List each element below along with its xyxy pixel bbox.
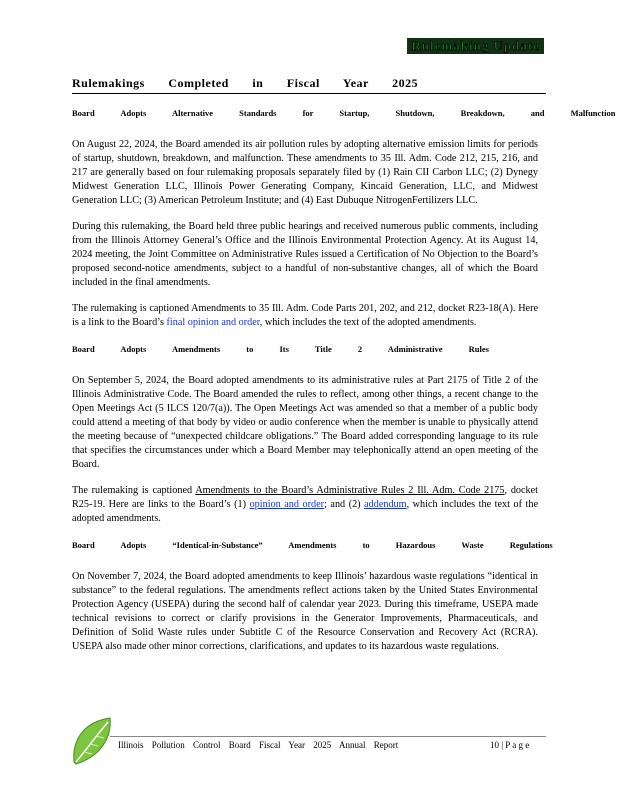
- opinion-order-link[interactable]: opinion and order: [249, 499, 325, 510]
- section-banner: Rulemaking Update: [407, 38, 544, 54]
- footer-report-title: Illinois Pollution Control Board Fiscal Year 2025 Annual Report: [118, 740, 399, 750]
- section-heading: Board Adopts Amendments to Its Title 2 Administrative Rules: [72, 344, 489, 354]
- page-title: Rulemakings Completed in Fiscal Year 2025: [72, 76, 546, 94]
- footer-divider: [110, 736, 546, 737]
- paragraph: During this rulemaking, the Board held three public hearings and received numerous public comments, including from the Illinois Attorney General’s Office and the Illinois Environmental Protection Agency. At its August 14, 2024 meeting, the Joint Committee on Administrative Rules issued a Certification of No Objection to the Board’s proposed second-notice amendments, subject to a handful of non-substantive changes, all of which the Board included in the final amendments.: [72, 221, 538, 288]
- section-heading: Board Adopts Alternative Standards for Startup, Shutdown, Breakdown, and Malfunction: [72, 108, 616, 118]
- final-opinion-link[interactable]: final opinion and order: [166, 317, 260, 328]
- main-content: [72, 96, 616, 666]
- page-footer: [0, 732, 618, 772]
- paragraph: The rulemaking is captioned Amendments to the Board’s Administrative Rules 2 Ill. Adm. Code 2175, docket R25-19. Here are links to the Board’s (1) opinion and order; and (2) addendum, which includes the text of the adopted amendments.: [72, 485, 538, 524]
- page-number: 10 | P a g e: [490, 740, 530, 750]
- paragraph: On September 5, 2024, the Board adopted amendments to its administrative rules at Part 2175 of Title 2 of the Illinois Administrative Code. The Board amended the rules to reflect, among other things, a recent change to the Open Meetings Act (5 ILCS 120/7(a)). The Open Meetings Act was amended so that a member of a public body could attend a meeting of that body by video or audio conference when the member is unable to physically attend the meeting because of “unexpected childcare obligations.” The Board added corresponding language to its rule that specifies the circumstances under which a Board Member may telephonically attend an open meeting of the Board.: [72, 375, 538, 470]
- section-heading: Board Adopts “Identical-in-Substance” Amendments to Hazardous Waste Regulations: [72, 540, 553, 550]
- rulemaking-caption: Amendments to the Board’s Administrative Rules 2 Ill. Adm. Code 2175: [195, 485, 505, 496]
- paragraph: On August 22, 2024, the Board amended its air pollution rules by adopting alternative emission limits for periods of startup, shutdown, breakdown, and malfunction. These amendments to 35 Ill. Adm. Code 212, 215, 216, and 217 are generally based on four rulemaking proposals separately filed by (1) Rain CII Carbon LLC; (2) Dynegy Midwest Generation LLC, Illinois Power Generating Company, Kincaid Generation, LLC, and Midwest Generation LLC; (3) American Petroleum Institute; and (4) East Dubuque NitrogenFertilizers LLC.: [72, 139, 538, 206]
- paragraph: On November 7, 2024, the Board adopted amendments to keep Illinois’ hazardous waste regulations “identical in substance” to the federal regulations. The amendments reflect actions taken by the United States Environmental Protection Agency (USEPA) during the second half of calendar year 2023. During this timeframe, USEPA made technical revisions to correct or clarify provisions in the Generator Improvements, Pharmaceuticals, and Definition of Solid Waste rules under Subtitle C of the Resource Conservation and Recovery Act (RCRA). USEPA also made other minor corrections, clarifications, and updates to its hazardous waste regulations.: [72, 571, 538, 652]
- paragraph: The rulemaking is captioned Amendments to 35 Ill. Adm. Code Parts 201, 202, and 212, docket R23-18(A). Here is a link to the Board’s final opinion and order, which includes the text of the adopted amendments.: [72, 303, 538, 328]
- addendum-link[interactable]: addendum: [364, 499, 407, 510]
